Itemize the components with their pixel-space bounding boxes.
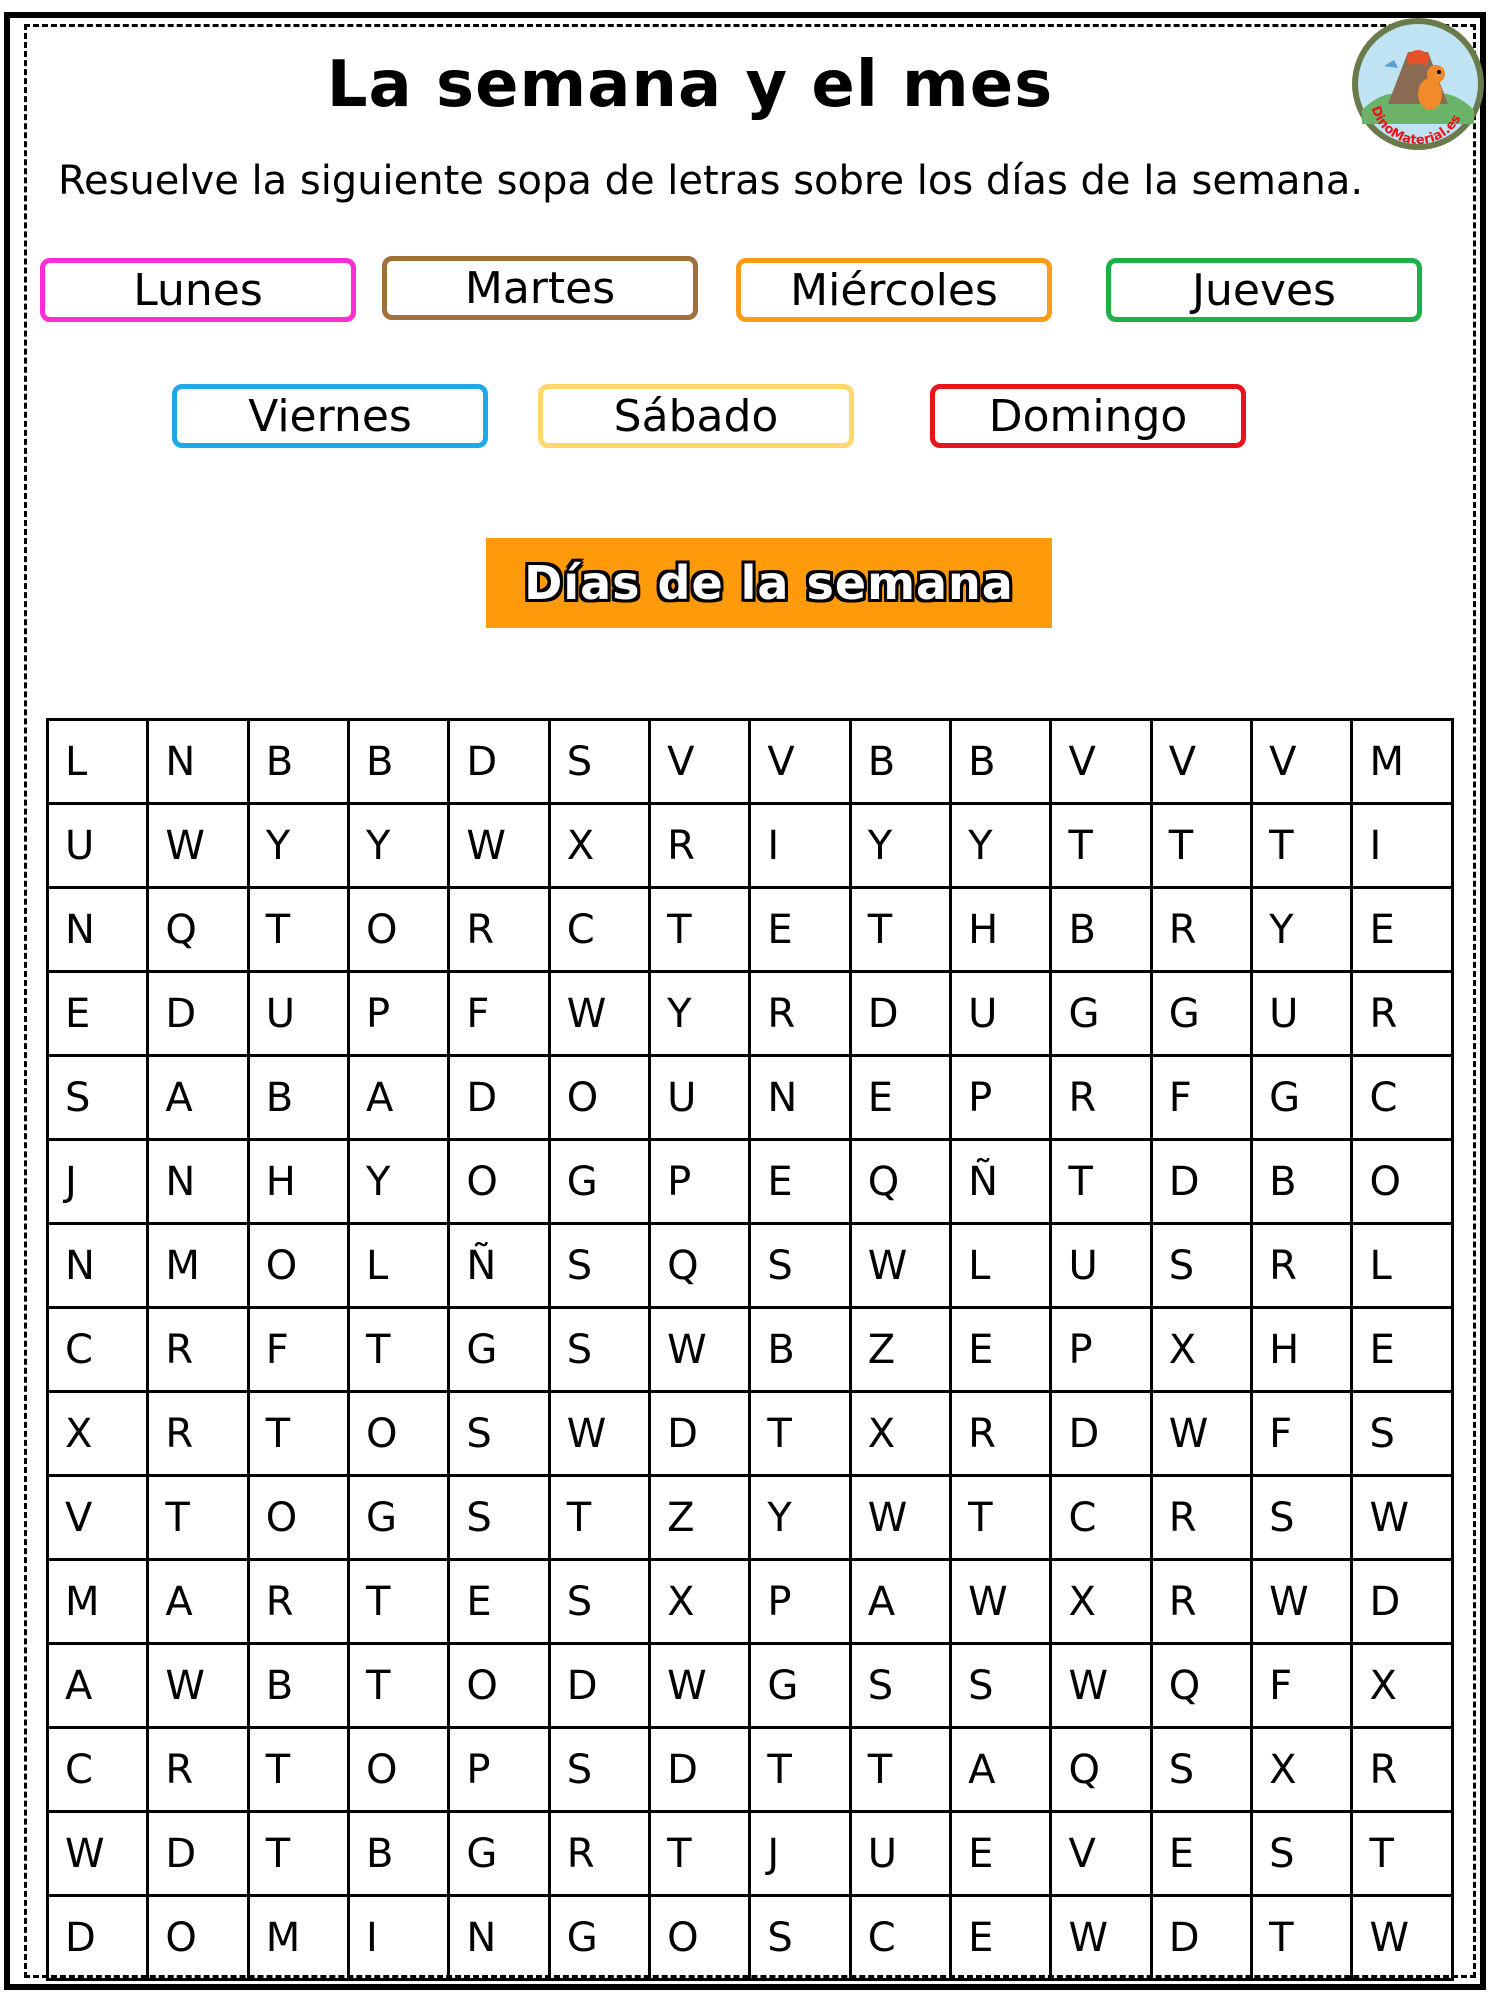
grid-row	[48, 1476, 1453, 1560]
grid-cell[interactable]: R	[650, 804, 750, 888]
grid-cell[interactable]: B	[349, 1812, 449, 1896]
grid-cell[interactable]: D	[1352, 1560, 1453, 1644]
grid-cell[interactable]: H	[951, 888, 1051, 972]
grid-cell[interactable]: Q	[650, 1224, 750, 1308]
grid-cell[interactable]: W	[1352, 1896, 1453, 1980]
grid-cell[interactable]: W	[549, 1392, 649, 1476]
grid-cell[interactable]: W	[1051, 1896, 1151, 1980]
grid-cell[interactable]: W	[148, 1644, 248, 1728]
word-box-jueves	[1106, 258, 1422, 322]
grid-cell[interactable]: T	[148, 1476, 248, 1560]
grid-cell[interactable]: Q	[1051, 1728, 1151, 1812]
grid-cell[interactable]: E	[750, 1140, 850, 1224]
grid-cell[interactable]: B	[349, 720, 449, 804]
grid-cell[interactable]: Y	[951, 804, 1051, 888]
grid-cell[interactable]: H	[248, 1140, 348, 1224]
grid-row	[48, 1896, 1453, 1980]
grid-cell[interactable]: D	[1151, 1896, 1251, 1980]
grid-cell[interactable]: S	[1252, 1476, 1352, 1560]
grid-cell[interactable]: T	[1252, 1896, 1352, 1980]
grid-cell[interactable]: P	[750, 1560, 850, 1644]
grid-cell[interactable]: U	[1051, 1224, 1151, 1308]
grid-cell[interactable]: Ñ	[951, 1140, 1051, 1224]
grid-cell[interactable]: O	[650, 1896, 750, 1980]
grid-cell[interactable]: R	[750, 972, 850, 1056]
grid-cell[interactable]: F	[248, 1308, 348, 1392]
word-label: Sábado	[613, 390, 779, 442]
grid-cell[interactable]: H	[1252, 1308, 1352, 1392]
grid-cell[interactable]: R	[1151, 1560, 1251, 1644]
word-box-domingo	[930, 384, 1246, 448]
grid-cell[interactable]: X	[549, 804, 649, 888]
grid-cell[interactable]: T	[750, 1728, 850, 1812]
grid-cell[interactable]: A	[48, 1644, 148, 1728]
grid-cell[interactable]: V	[1051, 720, 1151, 804]
grid-cell[interactable]: U	[1252, 972, 1352, 1056]
grid-cell[interactable]: N	[48, 888, 148, 972]
grid-cell[interactable]: T	[248, 1392, 348, 1476]
grid-cell[interactable]: T	[248, 888, 348, 972]
word-label: Lunes	[133, 264, 263, 316]
grid-cell[interactable]: Q	[850, 1140, 950, 1224]
grid-cell[interactable]: D	[650, 1392, 750, 1476]
grid-cell[interactable]: L	[48, 720, 148, 804]
grid-cell[interactable]: B	[248, 1644, 348, 1728]
grid-cell[interactable]: O	[449, 1644, 549, 1728]
grid-cell[interactable]: V	[1051, 1812, 1151, 1896]
grid-cell[interactable]: X	[850, 1392, 950, 1476]
grid-cell[interactable]: C	[48, 1308, 148, 1392]
grid-cell[interactable]: B	[248, 1056, 348, 1140]
grid-cell[interactable]: Q	[148, 888, 248, 972]
grid-cell[interactable]: D	[449, 720, 549, 804]
grid-cell[interactable]: V	[1252, 720, 1352, 804]
grid-cell[interactable]: R	[148, 1392, 248, 1476]
grid-cell[interactable]: X	[1252, 1728, 1352, 1812]
grid-cell[interactable]: M	[1352, 720, 1453, 804]
word-label: Martes	[464, 262, 616, 314]
grid-cell[interactable]: Y	[750, 1476, 850, 1560]
grid-cell[interactable]: X	[650, 1560, 750, 1644]
grid-cell[interactable]: J	[48, 1140, 148, 1224]
grid-cell[interactable]: A	[148, 1056, 248, 1140]
grid-cell[interactable]: W	[1252, 1560, 1352, 1644]
grid-cell[interactable]: V	[48, 1476, 148, 1560]
grid-cell[interactable]: E	[750, 888, 850, 972]
grid-cell[interactable]: S	[1151, 1728, 1251, 1812]
grid-row	[48, 972, 1453, 1056]
grid-cell[interactable]: Y	[349, 1140, 449, 1224]
grid-cell[interactable]: Y	[1252, 888, 1352, 972]
grid-cell[interactable]: C	[1051, 1476, 1151, 1560]
grid-cell[interactable]: W	[650, 1644, 750, 1728]
grid-cell[interactable]: I	[349, 1896, 449, 1980]
grid-cell[interactable]: O	[349, 888, 449, 972]
grid-cell[interactable]: R	[449, 888, 549, 972]
grid-cell[interactable]: W	[850, 1224, 950, 1308]
word-box-miercoles	[736, 258, 1052, 322]
grid-cell[interactable]: O	[148, 1896, 248, 1980]
grid-cell[interactable]: E	[951, 1896, 1051, 1980]
grid-cell[interactable]: C	[549, 888, 649, 972]
grid-cell[interactable]: O	[248, 1224, 348, 1308]
grid-cell[interactable]: E	[1352, 888, 1453, 972]
grid-cell[interactable]: P	[650, 1140, 750, 1224]
grid-cell[interactable]: B	[750, 1308, 850, 1392]
grid-cell[interactable]: G	[1151, 972, 1251, 1056]
grid-cell[interactable]: A	[148, 1560, 248, 1644]
grid-row	[48, 888, 1453, 972]
grid-row	[48, 1308, 1453, 1392]
grid-cell[interactable]: U	[951, 972, 1051, 1056]
word-label: Domingo	[988, 390, 1188, 442]
word-label: Viernes	[248, 390, 412, 442]
word-box-sabado	[538, 384, 854, 448]
grid-cell[interactable]: C	[850, 1896, 950, 1980]
grid-cell[interactable]: B	[951, 720, 1051, 804]
grid-cell[interactable]: E	[48, 972, 148, 1056]
grid-cell[interactable]: T	[1051, 804, 1151, 888]
grid-cell[interactable]: I	[750, 804, 850, 888]
word-box-viernes	[172, 384, 488, 448]
grid-cell[interactable]: R	[148, 1308, 248, 1392]
grid-cell[interactable]: D	[1051, 1392, 1151, 1476]
grid-cell[interactable]: B	[1051, 888, 1151, 972]
grid-cell[interactable]: G	[349, 1476, 449, 1560]
grid-cell[interactable]: T	[1352, 1812, 1453, 1896]
grid-cell[interactable]: D	[850, 972, 950, 1056]
grid-cell[interactable]: T	[349, 1560, 449, 1644]
grid-cell[interactable]: T	[349, 1308, 449, 1392]
grid-cell[interactable]: E	[951, 1308, 1051, 1392]
grid-cell[interactable]: G	[449, 1812, 549, 1896]
grid-cell[interactable]: U	[248, 972, 348, 1056]
grid-cell[interactable]: D	[650, 1728, 750, 1812]
grid-cell[interactable]: Z	[650, 1476, 750, 1560]
grid-cell[interactable]: F	[1252, 1392, 1352, 1476]
grid-cell[interactable]: Q	[1151, 1644, 1251, 1728]
grid-cell[interactable]: W	[1151, 1392, 1251, 1476]
grid-cell[interactable]: N	[148, 1140, 248, 1224]
grid-cell[interactable]: B	[850, 720, 950, 804]
grid-cell[interactable]: C	[48, 1728, 148, 1812]
grid-cell[interactable]: W	[1051, 1644, 1151, 1728]
grid-cell[interactable]: X	[1051, 1560, 1151, 1644]
word-label: Jueves	[1192, 264, 1336, 316]
grid-row	[48, 1056, 1453, 1140]
grid-cell[interactable]: A	[349, 1056, 449, 1140]
grid-cell[interactable]: R	[1151, 1476, 1251, 1560]
grid-cell[interactable]: E	[1151, 1812, 1251, 1896]
grid-cell[interactable]: R	[148, 1728, 248, 1812]
grid-cell[interactable]: R	[1151, 888, 1251, 972]
grid-row	[48, 1392, 1453, 1476]
grid-cell[interactable]: C	[1352, 1056, 1453, 1140]
grid-cell[interactable]: P	[349, 972, 449, 1056]
grid-row	[48, 720, 1453, 804]
grid-cell[interactable]: E	[1352, 1308, 1453, 1392]
grid-cell[interactable]: T	[248, 1728, 348, 1812]
grid-cell[interactable]: R	[549, 1812, 649, 1896]
grid-cell[interactable]: X	[48, 1392, 148, 1476]
grid-cell[interactable]: N	[449, 1896, 549, 1980]
grid-cell[interactable]: F	[449, 972, 549, 1056]
grid-cell[interactable]: T	[650, 1812, 750, 1896]
grid-row	[48, 1560, 1453, 1644]
grid-cell[interactable]: L	[349, 1224, 449, 1308]
grid-row	[48, 1728, 1453, 1812]
grid-cell[interactable]: T	[349, 1644, 449, 1728]
grid-cell[interactable]: U	[850, 1812, 950, 1896]
grid-cell[interactable]: E	[850, 1056, 950, 1140]
word-box-lunes	[40, 258, 356, 322]
grid-cell[interactable]: L	[1352, 1224, 1453, 1308]
grid-cell[interactable]: J	[750, 1812, 850, 1896]
grid-cell[interactable]: S	[549, 1308, 649, 1392]
grid-cell[interactable]: A	[951, 1728, 1051, 1812]
grid-cell[interactable]: G	[1252, 1056, 1352, 1140]
grid-cell[interactable]: T	[248, 1812, 348, 1896]
grid-cell[interactable]: V	[1151, 720, 1251, 804]
grid-cell[interactable]: F	[1151, 1056, 1251, 1140]
grid-cell[interactable]: S	[951, 1644, 1051, 1728]
grid-cell[interactable]: P	[449, 1728, 549, 1812]
grid-cell[interactable]: W	[1352, 1476, 1453, 1560]
grid-cell[interactable]: S	[850, 1644, 950, 1728]
grid-cell[interactable]: M	[248, 1896, 348, 1980]
grid-cell[interactable]: T	[850, 1728, 950, 1812]
grid-cell[interactable]: M	[48, 1560, 148, 1644]
grid-cell[interactable]: W	[850, 1476, 950, 1560]
grid-cell[interactable]: R	[248, 1560, 348, 1644]
grid-cell[interactable]: G	[549, 1896, 649, 1980]
grid-cell[interactable]: O	[349, 1392, 449, 1476]
grid-cell[interactable]: T	[951, 1476, 1051, 1560]
grid-cell[interactable]: F	[1252, 1644, 1352, 1728]
grid-cell[interactable]: G	[750, 1644, 850, 1728]
grid-cell[interactable]: R	[1352, 1728, 1453, 1812]
grid-cell[interactable]: N	[148, 720, 248, 804]
grid-cell[interactable]: D	[148, 972, 248, 1056]
grid-cell[interactable]: S	[549, 1560, 649, 1644]
grid-row	[48, 804, 1453, 888]
grid-cell[interactable]: Y	[850, 804, 950, 888]
page-title: La semana y el mes	[326, 48, 1054, 122]
grid-cell[interactable]: L	[951, 1224, 1051, 1308]
grid-cell[interactable]: S	[1252, 1812, 1352, 1896]
grid-cell[interactable]: E	[449, 1560, 549, 1644]
grid-cell[interactable]: D	[148, 1812, 248, 1896]
grid-cell[interactable]: G	[549, 1140, 649, 1224]
grid-cell[interactable]: R	[1352, 972, 1453, 1056]
grid-cell[interactable]: G	[449, 1308, 549, 1392]
grid-cell[interactable]: S	[549, 1224, 649, 1308]
grid-cell[interactable]: I	[1352, 804, 1453, 888]
grid-cell[interactable]: R	[1051, 1056, 1151, 1140]
grid-cell[interactable]: U	[48, 804, 148, 888]
grid-cell[interactable]: D	[549, 1644, 649, 1728]
grid-cell[interactable]: B	[1252, 1140, 1352, 1224]
section-banner: Días de la semana	[486, 538, 1052, 628]
grid-cell[interactable]: B	[248, 720, 348, 804]
grid-cell[interactable]: A	[850, 1560, 950, 1644]
grid-cell[interactable]: D	[48, 1896, 148, 1980]
grid-cell[interactable]: V	[750, 720, 850, 804]
grid-cell[interactable]: R	[951, 1392, 1051, 1476]
word-search-grid	[46, 718, 1454, 1981]
word-box-martes	[382, 256, 698, 320]
grid-cell[interactable]: W	[951, 1560, 1051, 1644]
grid-cell[interactable]: T	[850, 888, 950, 972]
instruction-text: Resuelve la siguiente sopa de letras sobre los días de la semana.	[58, 158, 1364, 204]
grid-row	[48, 1812, 1453, 1896]
grid-cell[interactable]: T	[1151, 804, 1251, 888]
grid-cell[interactable]: S	[549, 1728, 649, 1812]
grid-cell[interactable]: O	[1352, 1140, 1453, 1224]
grid-cell[interactable]: X	[1352, 1644, 1453, 1728]
grid-cell[interactable]: E	[951, 1812, 1051, 1896]
grid-cell[interactable]: D	[449, 1056, 549, 1140]
grid-cell[interactable]: Y	[248, 804, 348, 888]
grid-cell[interactable]: N	[750, 1056, 850, 1140]
grid-cell[interactable]: O	[349, 1728, 449, 1812]
grid-cell[interactable]: S	[449, 1392, 549, 1476]
grid-cell[interactable]: T	[1051, 1140, 1151, 1224]
grid-cell[interactable]: S	[750, 1224, 850, 1308]
grid-cell[interactable]: Z	[850, 1308, 950, 1392]
grid-cell[interactable]: S	[48, 1056, 148, 1140]
grid-cell[interactable]: S	[750, 1896, 850, 1980]
grid-cell[interactable]: O	[549, 1056, 649, 1140]
grid-cell[interactable]: M	[148, 1224, 248, 1308]
grid-cell[interactable]: P	[951, 1056, 1051, 1140]
grid-cell[interactable]: S	[549, 720, 649, 804]
grid-cell[interactable]: Y	[349, 804, 449, 888]
grid-cell[interactable]: W	[449, 804, 549, 888]
grid-cell[interactable]: O	[248, 1476, 348, 1560]
grid-cell[interactable]: N	[48, 1224, 148, 1308]
grid-cell[interactable]: D	[1151, 1140, 1251, 1224]
logo-icon	[1348, 14, 1488, 154]
grid-cell[interactable]: G	[1051, 972, 1151, 1056]
grid-cell[interactable]: W	[650, 1308, 750, 1392]
grid-cell[interactable]: T	[549, 1476, 649, 1560]
grid-row	[48, 1140, 1453, 1224]
dinosaur-volcano-logo	[1348, 14, 1488, 154]
grid-cell[interactable]: V	[650, 720, 750, 804]
grid-row	[48, 1224, 1453, 1308]
grid-cell[interactable]: Y	[650, 972, 750, 1056]
grid-cell[interactable]: T	[750, 1392, 850, 1476]
grid-cell[interactable]: S	[1352, 1392, 1453, 1476]
grid-cell[interactable]: T	[1252, 804, 1352, 888]
grid-cell[interactable]: S	[449, 1476, 549, 1560]
grid-cell[interactable]: W	[48, 1812, 148, 1896]
word-label: Miércoles	[790, 264, 998, 316]
grid-cell[interactable]: T	[650, 888, 750, 972]
grid-cell[interactable]: X	[1151, 1308, 1251, 1392]
grid-cell[interactable]: W	[549, 972, 649, 1056]
grid-row	[48, 1644, 1453, 1728]
grid-cell[interactable]: U	[650, 1056, 750, 1140]
grid-cell[interactable]: R	[1252, 1224, 1352, 1308]
logo-text: DinoMaterial.es	[1367, 104, 1465, 149]
grid-cell[interactable]: S	[1151, 1224, 1251, 1308]
grid-cell[interactable]: Ñ	[449, 1224, 549, 1308]
grid-cell[interactable]: P	[1051, 1308, 1151, 1392]
grid-cell[interactable]: W	[148, 804, 248, 888]
grid-cell[interactable]: O	[449, 1140, 549, 1224]
